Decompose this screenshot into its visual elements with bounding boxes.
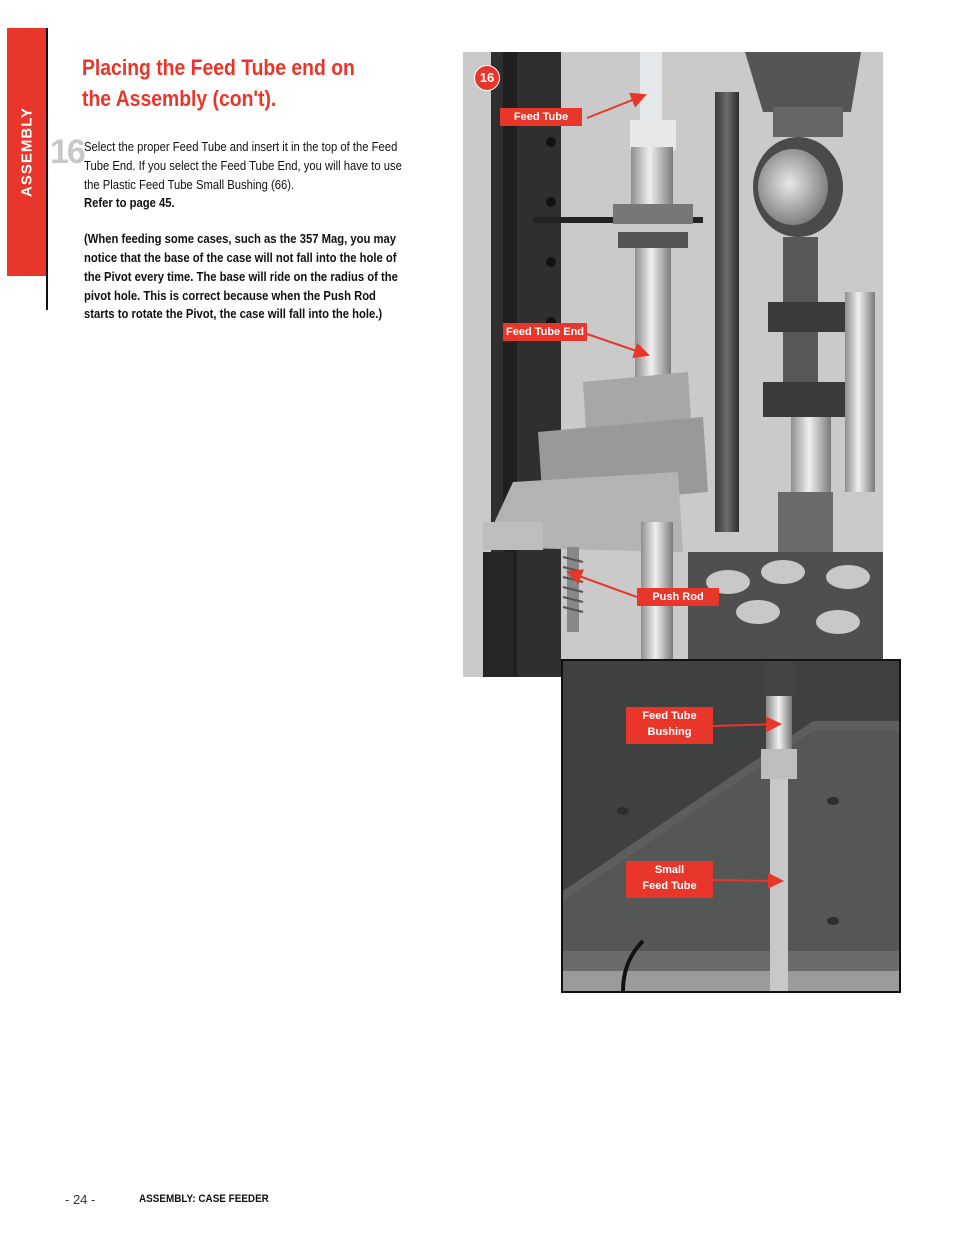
inset-photo — [561, 659, 901, 993]
body-paragraph-1: Select the proper Feed Tube and insert it in the top of the Feed Tube End. If you select the Feed Tube End, you will have to use the Plastic Feed Tube Small Bushing (66). — [84, 140, 402, 192]
side-tab-label: ASSEMBLY — [18, 107, 36, 197]
title-line-2: the Assembly (con't). — [82, 86, 277, 111]
callout-small-line-2: Feed Tube — [642, 880, 697, 892]
callout-bushing-line-1: Feed Tube — [642, 710, 697, 722]
body-paragraph-2: (When feeding some cases, such as the 357 Mag, you may notice that the base of the case will not fall into the hole of the Pivot every time. The base will ride on the radius of the pivot hole. This is correct because when the Push Rod starts to rotate the Pivot, the case will fall into the hole.) — [84, 232, 398, 322]
side-divider — [46, 28, 48, 310]
footer-section-title: ASSEMBLY: CASE FEEDER — [139, 1193, 269, 1205]
callout-push-rod: Push Rod — [637, 588, 719, 606]
callout-bushing-line-2: Bushing — [647, 726, 692, 738]
main-photo — [463, 52, 883, 677]
callout-feed-tube-bushing — [626, 707, 713, 744]
callout-small-feed-tube — [626, 861, 713, 898]
step-number: 16 — [50, 133, 84, 171]
refer-note: Refer to page 45. — [84, 196, 175, 211]
body-text — [84, 138, 408, 324]
figure-badge: 16 — [474, 65, 500, 91]
title-line-1: Placing the Feed Tube end on — [82, 55, 355, 80]
main-photo-illustration — [463, 52, 883, 677]
callout-small-line-1: Small — [654, 864, 685, 876]
inset-photo-illustration — [563, 661, 899, 991]
callout-feed-tube-end: Feed Tube End — [503, 323, 587, 341]
page-number: - 24 - — [65, 1192, 96, 1207]
callout-feed-tube: Feed Tube — [500, 108, 582, 126]
page-title — [82, 52, 364, 114]
